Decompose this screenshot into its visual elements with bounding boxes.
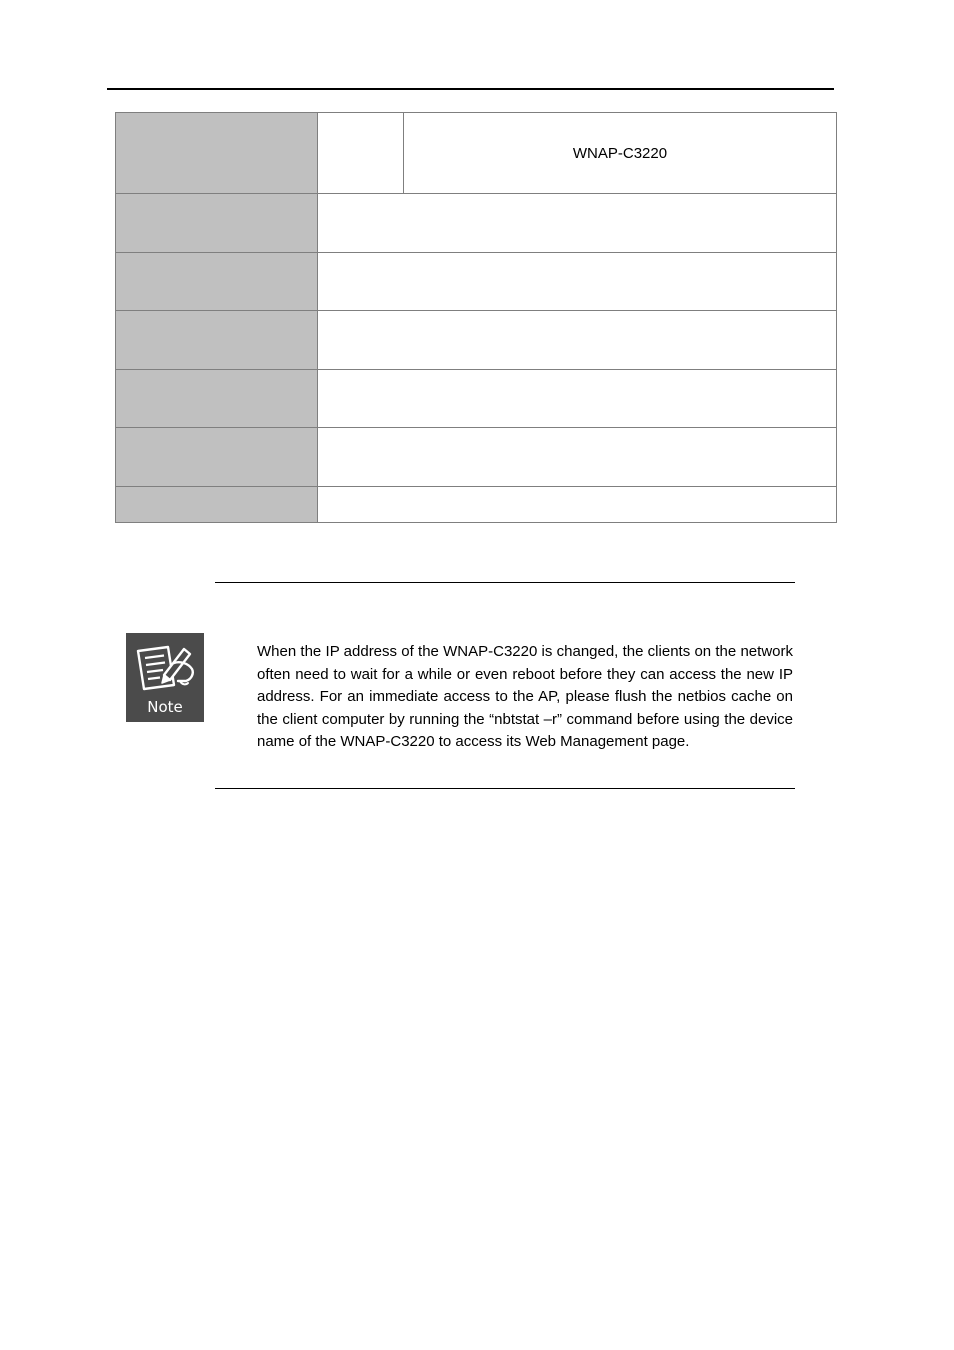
- table-row: [116, 370, 837, 428]
- row-label: [116, 311, 318, 370]
- table-row: [116, 428, 837, 487]
- note-pencil-icon: [134, 641, 196, 693]
- table-row: [116, 311, 837, 370]
- note-text: When the IP address of the WNAP-C3220 is changed, the clients on the network often need to wait for a while or even reboot before they can access the new IP address. For an immediate access to the AP, please flush the netbios cache on the client computer by running the “nbtstat –r” command before using the device name of the WNAP-C3220 to access its Web Management page.: [257, 643, 793, 750]
- row-label: [116, 113, 318, 194]
- row-value: [318, 194, 837, 253]
- note-top-rule: [215, 582, 795, 583]
- row-label: [116, 253, 318, 311]
- row-label: [116, 487, 318, 523]
- table-row: [116, 253, 837, 311]
- row-label: [116, 370, 318, 428]
- row-value: WNAP-C3220: [404, 113, 837, 194]
- row-value: [318, 311, 837, 370]
- row-label: [116, 428, 318, 487]
- row-value: [318, 487, 837, 523]
- row-value: [318, 370, 837, 428]
- note-icon-label: Note: [147, 698, 183, 716]
- row-value: [318, 253, 837, 311]
- table-row: [116, 487, 837, 523]
- row-value: [318, 428, 837, 487]
- spec-table: [115, 112, 837, 523]
- header-rule: [107, 88, 834, 90]
- note-bottom-rule: [215, 788, 795, 789]
- table-row: [116, 194, 837, 253]
- table-row: [116, 113, 837, 194]
- row-sub-label: [318, 113, 404, 194]
- note-icon: [126, 633, 204, 722]
- row-label: [116, 194, 318, 253]
